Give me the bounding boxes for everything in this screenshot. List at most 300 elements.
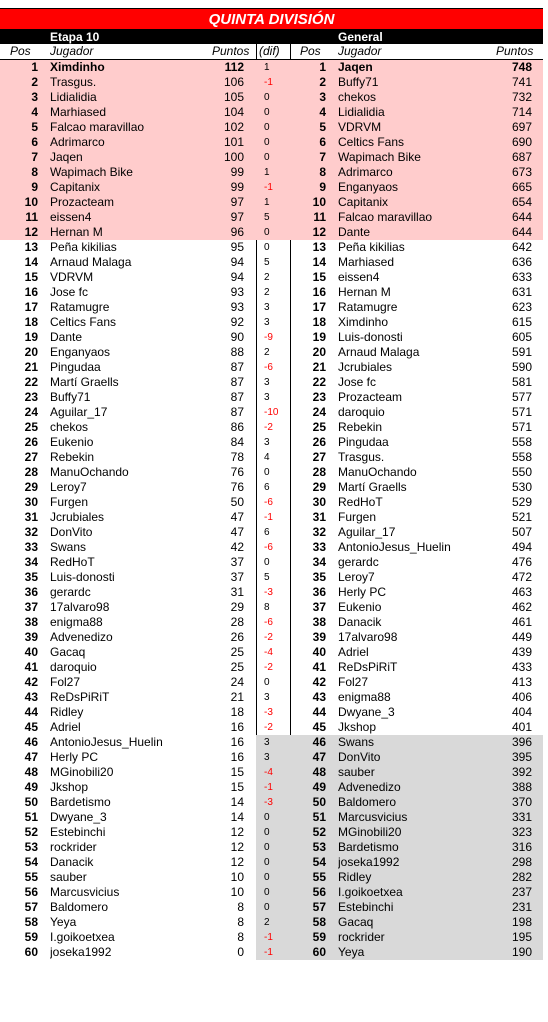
general-position: 3 [319, 90, 326, 104]
general-position: 39 [312, 630, 326, 644]
stage-position: 5 [31, 120, 38, 134]
table-row [0, 825, 543, 840]
general-position: 11 [313, 210, 326, 224]
table-row [0, 885, 543, 900]
stage-points: 87 [230, 405, 244, 419]
general-points: 550 [511, 465, 532, 479]
stage-player: Enganyaos [50, 345, 111, 359]
general-player: Leroy7 [338, 570, 375, 584]
position-change: -2 [264, 632, 273, 643]
general-player: Adrimarco [338, 165, 393, 179]
stage-player: Bardetismo [50, 795, 111, 809]
stage-position: 15 [24, 270, 38, 284]
general-position: 43 [312, 690, 326, 704]
table-row [0, 945, 543, 960]
general-player: Hernan M [338, 285, 391, 299]
general-player: Estebinchi [338, 900, 394, 914]
table-row [0, 180, 543, 195]
general-points: 571 [511, 405, 532, 419]
stage-player: Jcrubiales [50, 510, 105, 524]
stage-player: Marhiased [50, 105, 107, 119]
general-player: Trasgus. [338, 450, 385, 464]
stage-position: 14 [24, 255, 38, 269]
general-player: Lidialidia [338, 105, 385, 119]
general-position: 58 [312, 915, 326, 929]
table-row [0, 165, 543, 180]
stage-player: Dwyane_3 [50, 810, 107, 824]
stage-position: 17 [24, 300, 38, 314]
table-row [0, 615, 543, 630]
table-row [0, 675, 543, 690]
position-change: 2 [264, 272, 270, 283]
table-row [0, 480, 543, 495]
stage-player: Fol27 [50, 675, 81, 689]
stage-points: 94 [230, 255, 244, 269]
table-row [0, 75, 543, 90]
stage-player: Marcusvicius [50, 885, 120, 899]
stage-points: 12 [230, 840, 244, 854]
stage-points: 42 [230, 540, 244, 554]
general-player: Arnaud Malaga [338, 345, 420, 359]
general-position: 40 [312, 645, 326, 659]
table-row [0, 795, 543, 810]
stage-position: 48 [24, 765, 38, 779]
stage-points: 24 [230, 675, 244, 689]
general-player: Bardetismo [338, 840, 399, 854]
general-player: Rebekin [338, 420, 383, 434]
general-points: 577 [511, 390, 532, 404]
general-points: 392 [511, 765, 532, 779]
stage-points: 78 [230, 450, 244, 464]
stage-points: 16 [230, 735, 244, 749]
stage-player: Buffy71 [50, 390, 91, 404]
position-change: -1 [264, 947, 273, 958]
position-change: 0 [264, 122, 270, 133]
stage-points: 0 [237, 945, 244, 959]
table-row [0, 150, 543, 165]
general-points: 476 [511, 555, 532, 569]
general-position: 44 [312, 705, 326, 719]
general-position: 29 [312, 480, 326, 494]
general-points: 395 [511, 750, 532, 764]
general-position: 59 [312, 930, 326, 944]
stage-position: 3 [31, 90, 38, 104]
general-player: Dante [338, 225, 371, 239]
general-position: 6 [319, 135, 326, 149]
general-points: 687 [511, 150, 532, 164]
general-points: 633 [511, 270, 532, 284]
stage-player: Leroy7 [50, 480, 87, 494]
general-points: 396 [511, 735, 532, 749]
general-position: 4 [319, 105, 326, 119]
stage-points: 12 [230, 825, 244, 839]
general-position: 15 [312, 270, 326, 284]
stage-points: 94 [230, 270, 244, 284]
stage-position: 46 [24, 735, 38, 749]
stage-player: ManuOchando [50, 465, 129, 479]
position-change: 3 [264, 392, 270, 403]
general-points: 195 [511, 930, 532, 944]
position-change: 1 [264, 197, 270, 208]
stage-points: 92 [230, 315, 244, 329]
stage-player: Hernan M [50, 225, 103, 239]
stage-position: 49 [24, 780, 38, 794]
stage-position: 34 [24, 555, 38, 569]
general-position: 10 [312, 195, 326, 209]
stage-points: 37 [230, 570, 244, 584]
position-change: -2 [264, 662, 273, 673]
stage-position: 59 [24, 930, 38, 944]
general-points: 591 [511, 345, 532, 359]
table-row [0, 405, 543, 420]
position-change: 0 [264, 152, 270, 163]
general-position: 51 [312, 810, 326, 824]
general-player: Jkshop [338, 720, 377, 734]
table-row [0, 195, 543, 210]
position-change: 0 [264, 92, 270, 103]
general-player: Aguilar_17 [338, 525, 396, 539]
general-position: 22 [312, 375, 326, 389]
stage-points: 97 [230, 210, 244, 224]
table-row [0, 390, 543, 405]
stage-player: Adrimarco [50, 135, 105, 149]
stage-position: 50 [24, 795, 38, 809]
stage-player: Adriel [50, 720, 81, 734]
general-player: rockrider [338, 930, 385, 944]
position-change: 3 [264, 752, 270, 763]
general-points: 190 [511, 945, 532, 959]
stage-points: 84 [230, 435, 244, 449]
general-position: 46 [312, 735, 326, 749]
stage-position: 18 [24, 315, 38, 329]
general-player: Fol27 [338, 675, 369, 689]
stage-points: 10 [230, 885, 244, 899]
general-player: gerardc [338, 555, 379, 569]
stage-position: 30 [24, 495, 38, 509]
stage-points: 50 [230, 495, 244, 509]
stage-points: 90 [230, 330, 244, 344]
stage-position: 7 [31, 150, 38, 164]
stage-player: Martí Graells [50, 375, 119, 389]
stage-points: 100 [223, 150, 244, 164]
stage-points: 31 [230, 585, 244, 599]
stage-points: 87 [230, 375, 244, 389]
table-row [0, 345, 543, 360]
stage-position: 44 [24, 705, 38, 719]
table-row [0, 510, 543, 525]
general-player: Pingudaa [338, 435, 389, 449]
general-player: Adriel [338, 645, 369, 659]
general-points: 732 [511, 90, 532, 104]
general-position: 9 [319, 180, 326, 194]
general-position: 54 [312, 855, 326, 869]
general-points: 529 [511, 495, 532, 509]
stage-player: eissen4 [50, 210, 92, 224]
general-player: Baldomero [338, 795, 397, 809]
position-change: 0 [264, 137, 270, 148]
stage-points: 15 [230, 765, 244, 779]
general-player: Dwyane_3 [338, 705, 395, 719]
general-position: 17 [312, 300, 326, 314]
general-points: 623 [511, 300, 532, 314]
position-change: 5 [264, 257, 270, 268]
table-row [0, 870, 543, 885]
stage-position: 28 [24, 465, 38, 479]
stage-points: 16 [230, 750, 244, 764]
general-player: Falcao maravillao [338, 210, 433, 224]
table-row [0, 840, 543, 855]
table-row [0, 255, 543, 270]
position-change: 3 [264, 317, 270, 328]
stage-player: VDRVM [50, 270, 94, 284]
column-header-row [0, 44, 543, 60]
stage-position: 41 [24, 660, 38, 674]
general-points: 654 [511, 195, 532, 209]
table-row [0, 420, 543, 435]
general-player: AntonioJesus_Huelin [338, 540, 451, 554]
general-points: 571 [511, 420, 532, 434]
general-player: enigma88 [338, 690, 391, 704]
stage-points: 8 [237, 915, 244, 929]
stage-player: sauber [50, 870, 87, 884]
position-change: -1 [264, 182, 273, 193]
stage-player: Furgen [50, 495, 89, 509]
general-section-label: General [338, 30, 383, 44]
general-player: chekos [338, 90, 377, 104]
stage-points: 12 [230, 855, 244, 869]
stage-player: Wapimach Bike [50, 165, 133, 179]
general-position: 38 [312, 615, 326, 629]
stage-position: 40 [24, 645, 38, 659]
stage-position: 53 [24, 840, 38, 854]
general-points: 741 [511, 75, 532, 89]
table-row [0, 855, 543, 870]
general-points: 388 [511, 780, 532, 794]
general-points: 404 [511, 705, 532, 719]
position-change: 0 [264, 227, 270, 238]
general-points: 462 [511, 600, 532, 614]
general-player: Yeya [338, 945, 365, 959]
general-position: 34 [312, 555, 326, 569]
position-change: -9 [264, 332, 273, 343]
stage-position: 24 [24, 405, 38, 419]
general-position: 45 [312, 720, 326, 734]
stage-points: 104 [223, 105, 244, 119]
table-row [0, 780, 543, 795]
general-points: 673 [511, 165, 532, 179]
general-points: 581 [511, 375, 532, 389]
stage-position: 19 [24, 330, 38, 344]
general-points: 316 [511, 840, 532, 854]
general-position: 19 [312, 330, 326, 344]
position-change: -3 [264, 587, 273, 598]
general-player: RedHoT [338, 495, 383, 509]
general-position: 5 [319, 120, 326, 134]
stage-points: 15 [230, 780, 244, 794]
general-points: 370 [511, 795, 532, 809]
stage-player: Falcao maravillao [50, 120, 145, 134]
stage-points: 93 [230, 300, 244, 314]
stage-position: 21 [24, 360, 38, 374]
stage-position: 54 [24, 855, 38, 869]
stage-player: Jaqen [50, 150, 83, 164]
table-row [0, 450, 543, 465]
general-player: sauber [338, 765, 375, 779]
position-change: 2 [264, 917, 270, 928]
stage-position: 32 [24, 525, 38, 539]
table-row [0, 540, 543, 555]
table-row [0, 705, 543, 720]
stage-points: 28 [230, 615, 244, 629]
table-row [0, 810, 543, 825]
stage-player: MGinobili20 [50, 765, 114, 779]
stage-player: Jose fc [50, 285, 89, 299]
stage-position: 47 [24, 750, 38, 764]
general-player: Ximdinho [338, 315, 389, 329]
general-points: 521 [511, 510, 532, 524]
stage-player: Prozacteam [50, 195, 115, 209]
general-player: Jose fc [338, 375, 377, 389]
general-player: I.goikoetxea [338, 885, 403, 899]
stage-position: 45 [24, 720, 38, 734]
stage-player: 17alvaro98 [50, 600, 110, 614]
stage-points: 101 [223, 135, 244, 149]
table-row [0, 330, 543, 345]
table-row [0, 735, 543, 750]
stage-position: 42 [24, 675, 38, 689]
general-position: 49 [312, 780, 326, 794]
stage-points: 37 [230, 555, 244, 569]
general-player: Luis-donosti [338, 330, 403, 344]
general-position: 35 [312, 570, 326, 584]
stage-position: 52 [24, 825, 38, 839]
table-row [0, 525, 543, 540]
stage-points: 99 [230, 180, 244, 194]
position-change: -1 [264, 512, 273, 523]
general-player: ManuOchando [338, 465, 417, 479]
stage-player: Swans [50, 540, 87, 554]
general-points: 439 [511, 645, 532, 659]
general-points: 331 [511, 810, 532, 824]
position-change: -1 [264, 782, 273, 793]
table-row [0, 240, 543, 255]
position-change: 2 [264, 347, 270, 358]
stage-points: 47 [230, 525, 244, 539]
table-row [0, 750, 543, 765]
position-change: 0 [264, 842, 270, 853]
standings-rows [0, 60, 543, 960]
general-points: 714 [511, 105, 532, 119]
general-player: Enganyaos [338, 180, 399, 194]
table-row [0, 285, 543, 300]
stage-player: Ridley [50, 705, 84, 719]
general-position: 55 [312, 870, 326, 884]
general-points: 433 [511, 660, 532, 674]
general-position: 20 [312, 345, 326, 359]
position-change: 0 [264, 827, 270, 838]
general-player: Danacik [338, 615, 382, 629]
stage-position: 10 [24, 195, 38, 209]
position-change: 0 [264, 107, 270, 118]
general-player: Advenedizo [338, 780, 401, 794]
stage-position: 26 [24, 435, 38, 449]
general-position: 13 [312, 240, 326, 254]
general-player: Capitanix [338, 195, 389, 209]
position-change: 3 [264, 692, 270, 703]
general-player: Martí Graells [338, 480, 407, 494]
general-position: 50 [312, 795, 326, 809]
general-points: 198 [511, 915, 532, 929]
general-player: ReDsPiRiT [338, 660, 398, 674]
stage-position: 4 [31, 105, 38, 119]
stage-player: Jkshop [50, 780, 89, 794]
stage-position: 8 [31, 165, 38, 179]
stage-player: RedHoT [50, 555, 95, 569]
general-position: 36 [312, 585, 326, 599]
stage-player: I.goikoetxea [50, 930, 115, 944]
stage-points: 25 [230, 660, 244, 674]
col-header-player-right: Jugador [338, 44, 382, 58]
table-row [0, 555, 543, 570]
position-change: -2 [264, 422, 273, 433]
stage-points: 29 [230, 600, 244, 614]
stage-points: 10 [230, 870, 244, 884]
general-player: Swans [338, 735, 375, 749]
general-player: Buffy71 [338, 75, 379, 89]
table-row [0, 660, 543, 675]
table-row [0, 915, 543, 930]
position-change: -3 [264, 707, 273, 718]
position-change: 0 [264, 467, 270, 478]
general-player: Marhiased [338, 255, 395, 269]
stage-points: 112 [224, 60, 244, 74]
position-change: 0 [264, 857, 270, 868]
general-position: 18 [312, 315, 326, 329]
stage-position: 6 [31, 135, 38, 149]
table-row [0, 930, 543, 945]
stage-player: AntonioJesus_Huelin [50, 735, 163, 749]
position-change: 5 [264, 572, 270, 583]
stage-points: 8 [237, 900, 244, 914]
table-row [0, 495, 543, 510]
general-points: 461 [511, 615, 532, 629]
general-position: 32 [312, 525, 326, 539]
position-change: 0 [264, 812, 270, 823]
general-position: 37 [312, 600, 326, 614]
position-change: 0 [264, 902, 270, 913]
general-position: 52 [312, 825, 326, 839]
general-position: 48 [312, 765, 326, 779]
general-player: Ridley [338, 870, 372, 884]
general-position: 41 [312, 660, 326, 674]
stage-position: 35 [24, 570, 38, 584]
stage-player: Pingudaa [50, 360, 101, 374]
general-position: 27 [312, 450, 326, 464]
general-points: 237 [511, 885, 532, 899]
general-position: 12 [312, 225, 326, 239]
table-row [0, 60, 543, 75]
table-row [0, 90, 543, 105]
stage-player: Luis-donosti [50, 570, 115, 584]
stage-player: Celtics Fans [50, 315, 117, 329]
col-header-dif: (dif) [259, 44, 280, 58]
general-points: 472 [511, 570, 532, 584]
stage-position: 58 [24, 915, 38, 929]
position-change: -1 [264, 932, 273, 943]
general-position: 47 [312, 750, 326, 764]
table-row [0, 210, 543, 225]
general-points: 298 [511, 855, 532, 869]
